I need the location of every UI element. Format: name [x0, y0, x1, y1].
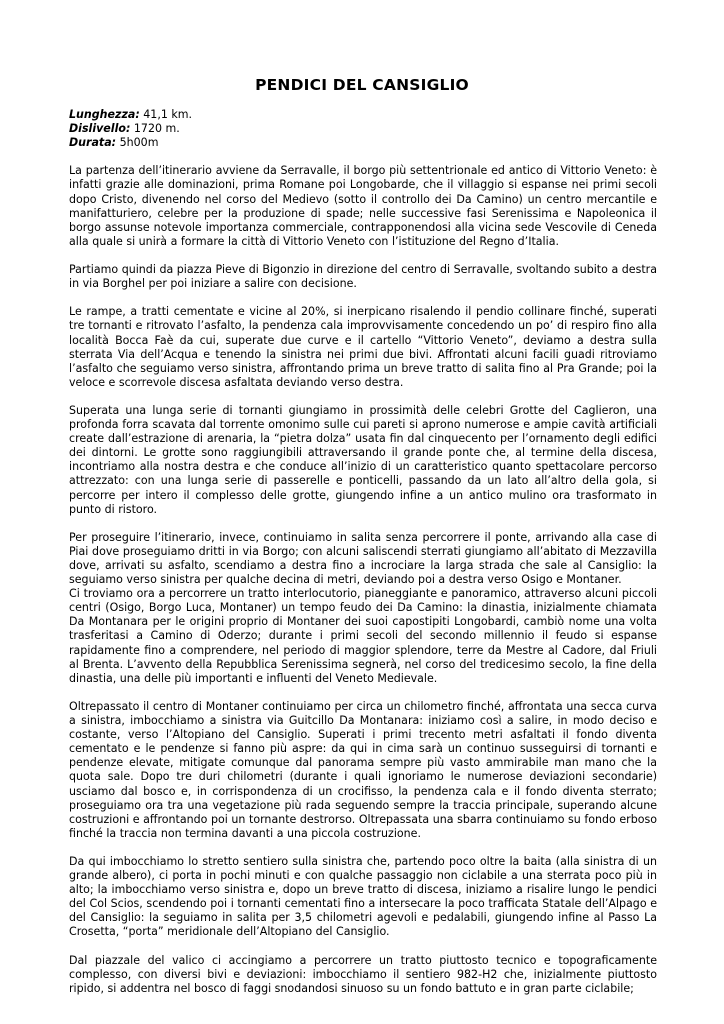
meta-length-value: 41,1 km.	[139, 108, 193, 121]
meta-duration-label: Durata:	[69, 136, 117, 150]
paragraph-7: Oltrepassato il centro di Montaner continuiamo per circa un chilometro finché, affrontata una secca curva a sinistra, imbocchiamo a sinistra via Guitcillo Da Montanara: iniziamo così a salire, in modo deciso e costante, verso l’Altopiano del Cansiglio. Superati i primi trecento metri asfaltati il fondo diventa cementato e le pendenze si fanno più aspre: da qui in cima sarà un continuo susseguirsi di tornanti e pendenze elevate, mitigate comunque dal panorama sempre più vasto ammirabile man mano che la quota sale. Dopo tre duri chilometri (durante i quali ignoriamo le numerose deviazioni secondarie) usciamo dal bosco e, in corrispondenza di un crocifisso, la pendenza cala e il fondo diventa sterrato; proseguiamo ora tra una vegetazione più rada seguendo sempre la traccia principale, superando alcune costruzioni e affrontando poi un tornante destrorso. Oltrepassata una sbarra continuiamo su fondo erboso finché la traccia non termina davanti a una piccola costruzione.	[69, 699, 657, 840]
paragraph-4: Superata una lunga serie di tornanti giungiamo in prossimità delle celebri Grotte del Caglieron, una profonda forra scavata dal torrente omonimo sulle cui pareti si aprono numerose e ampie cavità artificiali create dall’estrazione di arenaria, la “pietra dolza” usata fin dal cinquecento per l’ornamento degli edifici dei dintorni. Le grotte sono raggiungibili attraversando il grande ponte che, al termine della discesa, incontriamo alla nostra destra e che conduce all’inizio di un caratteristico quanto spettacolare percorso attrezzato: con una lunga serie di passerelle e ponticelli, passando da un lato all’altro della gola, si percorre per intero il complesso delle grotte, giungendo infine a un antico mulino ora trasformato in punto di ristoro.	[69, 403, 657, 516]
document-body	[69, 108, 657, 996]
paragraph-6: Ci troviamo ora a percorrere un tratto interlocutorio, pianeggiante e panoramico, attraverso alcuni piccoli centri (Osigo, Borgo Luca, Montaner) un tempo feudo dei Da Camino: la dinastia, inizialmente chiamata Da Montanara per le origini proprio di Montaner dei suoi capostipiti Longobardi, cambiò nome una volta trasferitasi a Camino di Oderzo; durante i primi secoli del secondo millennio il feudo si espanse rapidamente fino a comprendere, nel periodo di maggior splendore, terre da Mestre al Cadore, dal Friuli al Brenta. L’avvento della Repubblica Serenissima segnerà, nel corso del tredicesimo secolo, la fine della dinastia, una delle più importanti e influenti del Veneto Medievale.	[69, 587, 657, 685]
paragraph-8: Da qui imbocchiamo lo stretto sentiero sulla sinistra che, partendo poco oltre la baita (alla sinistra di un grande albero), ci porta in pochi minuti e con qualche passaggio non ciclabile a una sterrata poco più in alto; la imbocchiamo verso sinistra e, dopo un breve tratto di discesa, iniziamo a risalire lungo le pendici del Col Scios, scendendo poi i tornanti cementati fino a intersecare la poco trafficata Statale dell’Alpago e del Cansiglio: la seguiamo in salita per 3,5 chilometri agevoli e pedalabili, giungendo infine al Passo La Crosetta, “porta” meridionale dell’Altopiano del Cansiglio.	[69, 854, 657, 939]
meta-elevation-label: Dislivello:	[69, 122, 131, 136]
paragraph-1: La partenza dell’itinerario avviene da Serravalle, il borgo più settentrionale ed antico di Vittorio Veneto: è infatti grazie alle dominazioni, prima Romane poi Longobarde, che il villaggio si espanse nei primi secoli dopo Cristo, divenendo nel corso del Medievo (sotto il controllo dei Da Camino) un centro mercantile e manifatturiero, celebre per la produzione di spade; nelle successive fasi Serenissima e Napoleonica il borgo assunse notevole importanza commerciale, contrapponendosi alla vicina sede Vescovile di Ceneda alla quale si unirà a formare la città di Vittorio Veneto con l’istituzione del Regno d’Italia.	[69, 164, 657, 248]
paragraph-9: Dal piazzale del valico ci accingiamo a percorrere un tratto piuttosto tecnico e topograficamente complesso, con diversi bivi e deviazioni: imbocchiamo il sentiero 982-H2 che, inizialmente piuttosto ripido, si addentra nel bosco di faggi snodandosi sinuoso su un fondo battuto e in gran parte ciclabile;	[69, 953, 657, 995]
page-title: PENDICI DEL CANSIGLIO	[255, 76, 469, 94]
meta-length-label: Lunghezza:	[69, 108, 140, 121]
meta-duration	[69, 136, 657, 150]
meta-elevation-value: 1720 m.	[130, 122, 180, 136]
paragraph-3: Le rampe, a tratti cementate e vicine al 20%, si inerpicano risalendo il pendio collinare finché, superati tre tornanti e ritrovato l’asfalto, la pendenza cala improvvisamente concedendo un po’ di respiro fino alla località Bocca Faè da cui, superate due curve e il cartello “Vittorio Veneto”, deviamo a destra sulla sterrata Via dell’Acqua e tenendo la sinistra nei primi due bivi. Affrontati alcuni facili guadi ritroviamo l’asfalto che seguiamo verso sinistra, affrontando prima un breve tratto di salita fino al Pra Grande; poi la veloce e scorrevole discesa asfaltata deviando verso destra.	[69, 305, 657, 389]
meta-length	[69, 108, 657, 122]
paragraph-2: Partiamo quindi da piazza Pieve di Bigonzio in direzione del centro di Serravalle, svoltando subito a destra in via Borghel per poi iniziare a salire con decisione.	[69, 263, 657, 291]
meta-duration-value: 5h00m	[116, 136, 159, 150]
meta-elevation	[69, 122, 657, 136]
paragraph-5: Per proseguire l’itinerario, invece, continuiamo in salita senza percorrere il ponte, arrivando alla case di Piai dove proseguiamo dritti in via Borgo; con alcuni saliscendi sterrati giungiamo all’abitato di Mezzavilla dove, arrivati su asfalto, scendiamo a destra fino a incrociare la larga strada che sale al Cansiglio: la seguiamo verso sinistra per qualche decina di metri, deviando poi a destra verso Osigo e Montaner.	[69, 530, 657, 587]
